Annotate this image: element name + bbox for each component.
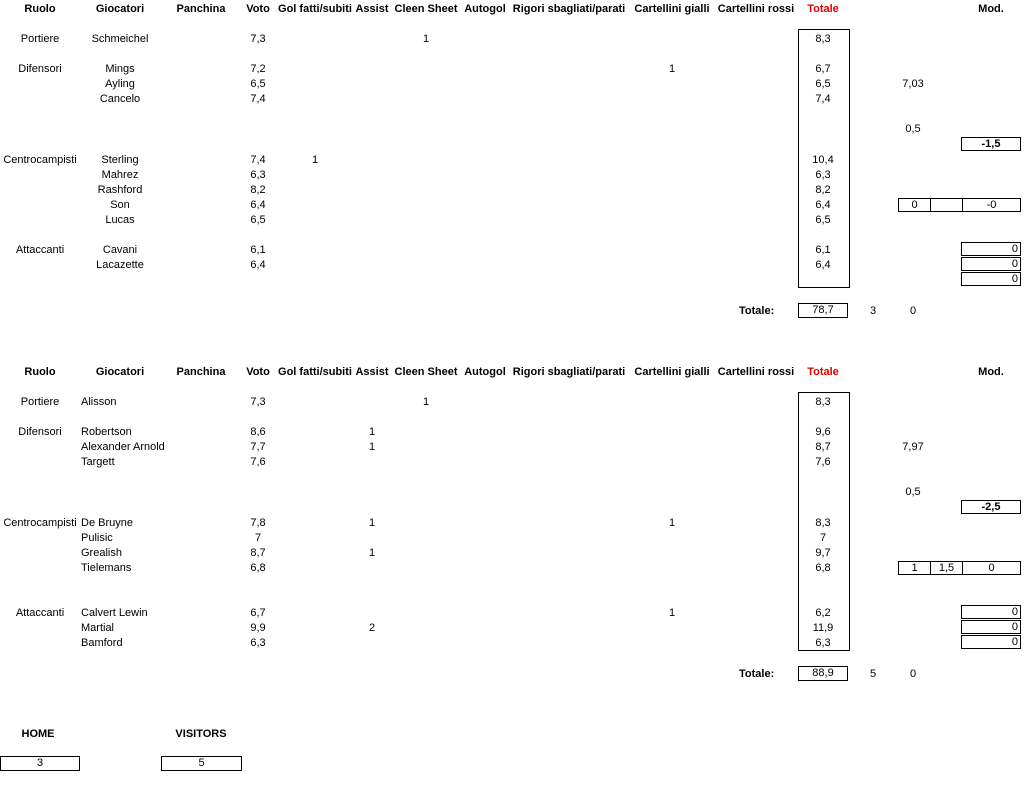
team-extra: 0 <box>909 305 917 317</box>
player-voto: 7,3 <box>250 396 266 408</box>
player-voto: 6,4 <box>250 199 266 211</box>
header-rigori: Rigori sbagliati/parati <box>512 366 626 378</box>
player-totale: 6,7 <box>815 63 831 75</box>
player-cleen-sheet: 1 <box>422 33 430 45</box>
mid-box-3: -0 <box>962 198 1021 212</box>
player-totale: 6,4 <box>815 199 831 211</box>
player-totale: 8,7 <box>815 441 831 453</box>
mid-box-1: 1 <box>898 561 931 575</box>
player-voto: 7,8 <box>250 517 266 529</box>
player-name: Cancelo <box>99 93 141 105</box>
player-name: Tielemans <box>81 562 132 574</box>
player-name: Mings <box>105 63 135 75</box>
player-voto: 8,6 <box>250 426 266 438</box>
header-gol: Gol fatti/subiti <box>278 366 352 378</box>
player-voto: 7,7 <box>250 441 266 453</box>
player-name: Ayling <box>105 78 135 90</box>
player-gialli: 1 <box>668 607 676 619</box>
header-ruolo: Ruolo <box>24 3 56 15</box>
mid-box-2 <box>930 198 963 212</box>
role-centrocampisti: Centrocampisti <box>3 517 77 529</box>
header-panchina: Panchina <box>176 366 226 378</box>
player-voto: 7,3 <box>250 33 266 45</box>
player-assist: 2 <box>368 622 376 634</box>
header-mod: Mod. <box>978 366 1004 378</box>
totale-label: Totale: <box>739 305 775 317</box>
team-goals: 3 <box>869 305 877 317</box>
player-gol: 1 <box>311 154 319 166</box>
player-name: Alexander Arnold <box>81 441 165 453</box>
player-voto: 6,1 <box>250 244 266 256</box>
att-box-2: 0 <box>961 257 1021 271</box>
player-voto: 6,7 <box>250 607 266 619</box>
player-voto: 6,5 <box>250 214 266 226</box>
player-name: Bamford <box>81 637 123 649</box>
mid-box-2: 1,5 <box>930 561 963 575</box>
defense-average: 7,97 <box>902 441 924 453</box>
player-voto: 7 <box>254 532 262 544</box>
player-name: Sterling <box>101 154 139 166</box>
player-voto: 7,6 <box>250 456 266 468</box>
team-goals: 5 <box>869 668 877 680</box>
defense-modifier: 0,5 <box>905 486 921 498</box>
player-totale: 7,6 <box>815 456 831 468</box>
header-cleen-sheet: Cleen Sheet <box>394 366 458 378</box>
header-gialli: Cartellini gialli <box>634 3 710 15</box>
mod-value-box: -2,5 <box>961 500 1021 514</box>
att-box-1: 0 <box>961 605 1021 619</box>
header-voto: Voto <box>246 366 270 378</box>
role-difensori: Difensori <box>18 426 62 438</box>
player-voto: 9,9 <box>250 622 266 634</box>
header-ruolo: Ruolo <box>24 366 56 378</box>
player-name: Lacazette <box>96 259 144 271</box>
role-centrocampisti: Centrocampisti <box>3 154 77 166</box>
defense-modifier: 0,5 <box>905 123 921 135</box>
player-totale: 6,5 <box>815 78 831 90</box>
totale-value-box: 88,9 <box>798 666 848 681</box>
player-name: Targett <box>81 456 115 468</box>
mid-box-3: 0 <box>962 561 1021 575</box>
player-totale: 6,3 <box>815 169 831 181</box>
player-voto: 6,8 <box>250 562 266 574</box>
player-name: Pulisic <box>81 532 113 544</box>
player-totale: 8,3 <box>815 396 831 408</box>
player-totale: 6,1 <box>815 244 831 256</box>
header-giocatori: Giocatori <box>95 3 145 15</box>
mod-value-box: -1,5 <box>961 137 1021 151</box>
player-voto: 7,2 <box>250 63 266 75</box>
totale-value-box: 78,7 <box>798 303 848 318</box>
player-totale: 6,2 <box>815 607 831 619</box>
player-gialli: 1 <box>668 517 676 529</box>
player-totale: 7,4 <box>815 93 831 105</box>
player-name: Alisson <box>81 396 117 408</box>
att-box-2: 0 <box>961 620 1021 634</box>
header-autogol: Autogol <box>464 366 506 378</box>
header-rigori: Rigori sbagliati/parati <box>512 3 626 15</box>
player-totale: 10,4 <box>812 154 834 166</box>
team-extra: 0 <box>909 668 917 680</box>
totale-label: Totale: <box>739 668 775 680</box>
visitors-label: VISITORS <box>175 728 227 740</box>
player-name: Martial <box>81 622 115 634</box>
player-totale: 9,7 <box>815 547 831 559</box>
player-totale: 8,3 <box>815 33 831 45</box>
player-assist: 1 <box>368 441 376 453</box>
player-assist: 1 <box>368 517 376 529</box>
player-name: De Bruyne <box>81 517 133 529</box>
player-name: Robertson <box>81 426 132 438</box>
player-voto: 6,4 <box>250 259 266 271</box>
header-cleen-sheet: Cleen Sheet <box>394 3 458 15</box>
header-gialli: Cartellini gialli <box>634 366 710 378</box>
player-totale: 6,5 <box>815 214 831 226</box>
role-portiere: Portiere <box>20 396 60 408</box>
att-box-3: 0 <box>961 635 1021 649</box>
player-voto: 6,3 <box>250 637 266 649</box>
home-score-box: 3 <box>0 756 80 771</box>
player-totale: 9,6 <box>815 426 831 438</box>
header-assist: Assist <box>355 366 389 378</box>
role-attaccanti: Attaccanti <box>15 244 65 256</box>
header-totale: Totale <box>807 3 839 15</box>
player-voto: 7,4 <box>250 93 266 105</box>
header-panchina: Panchina <box>176 3 226 15</box>
player-totale: 8,2 <box>815 184 831 196</box>
player-cleen-sheet: 1 <box>422 396 430 408</box>
player-totale: 11,9 <box>812 622 834 634</box>
player-name: Cavani <box>102 244 138 256</box>
player-voto: 7,4 <box>250 154 266 166</box>
header-mod: Mod. <box>978 3 1004 15</box>
header-assist: Assist <box>355 3 389 15</box>
att-box-3: 0 <box>961 272 1021 286</box>
player-voto: 8,2 <box>250 184 266 196</box>
header-giocatori: Giocatori <box>95 366 145 378</box>
role-attaccanti: Attaccanti <box>15 607 65 619</box>
player-assist: 1 <box>368 426 376 438</box>
visitors-score-box: 5 <box>161 756 242 771</box>
defense-average: 7,03 <box>902 78 924 90</box>
player-voto: 6,3 <box>250 169 266 181</box>
att-box-1: 0 <box>961 242 1021 256</box>
player-name: Grealish <box>81 547 122 559</box>
player-totale: 7 <box>819 532 827 544</box>
header-autogol: Autogol <box>464 3 506 15</box>
player-name: Rashford <box>97 184 143 196</box>
home-label: HOME <box>21 728 55 740</box>
header-voto: Voto <box>246 3 270 15</box>
player-name: Son <box>110 199 130 211</box>
header-rossi: Cartellini rossi <box>717 3 795 15</box>
player-totale: 6,4 <box>815 259 831 271</box>
role-difensori: Difensori <box>18 63 62 75</box>
player-totale: 6,8 <box>815 562 831 574</box>
player-name: Calvert Lewin <box>81 607 148 619</box>
player-gialli: 1 <box>668 63 676 75</box>
player-name: Mahrez <box>101 169 139 181</box>
header-rossi: Cartellini rossi <box>717 366 795 378</box>
role-portiere: Portiere <box>20 33 60 45</box>
player-name: Lucas <box>105 214 135 226</box>
player-totale: 6,3 <box>815 637 831 649</box>
player-assist: 1 <box>368 547 376 559</box>
header-gol: Gol fatti/subiti <box>278 3 352 15</box>
player-totale: 8,3 <box>815 517 831 529</box>
mid-box-1: 0 <box>898 198 931 212</box>
player-voto: 8,7 <box>250 547 266 559</box>
player-name: Schmeichel <box>91 33 149 45</box>
header-totale: Totale <box>807 366 839 378</box>
player-voto: 6,5 <box>250 78 266 90</box>
